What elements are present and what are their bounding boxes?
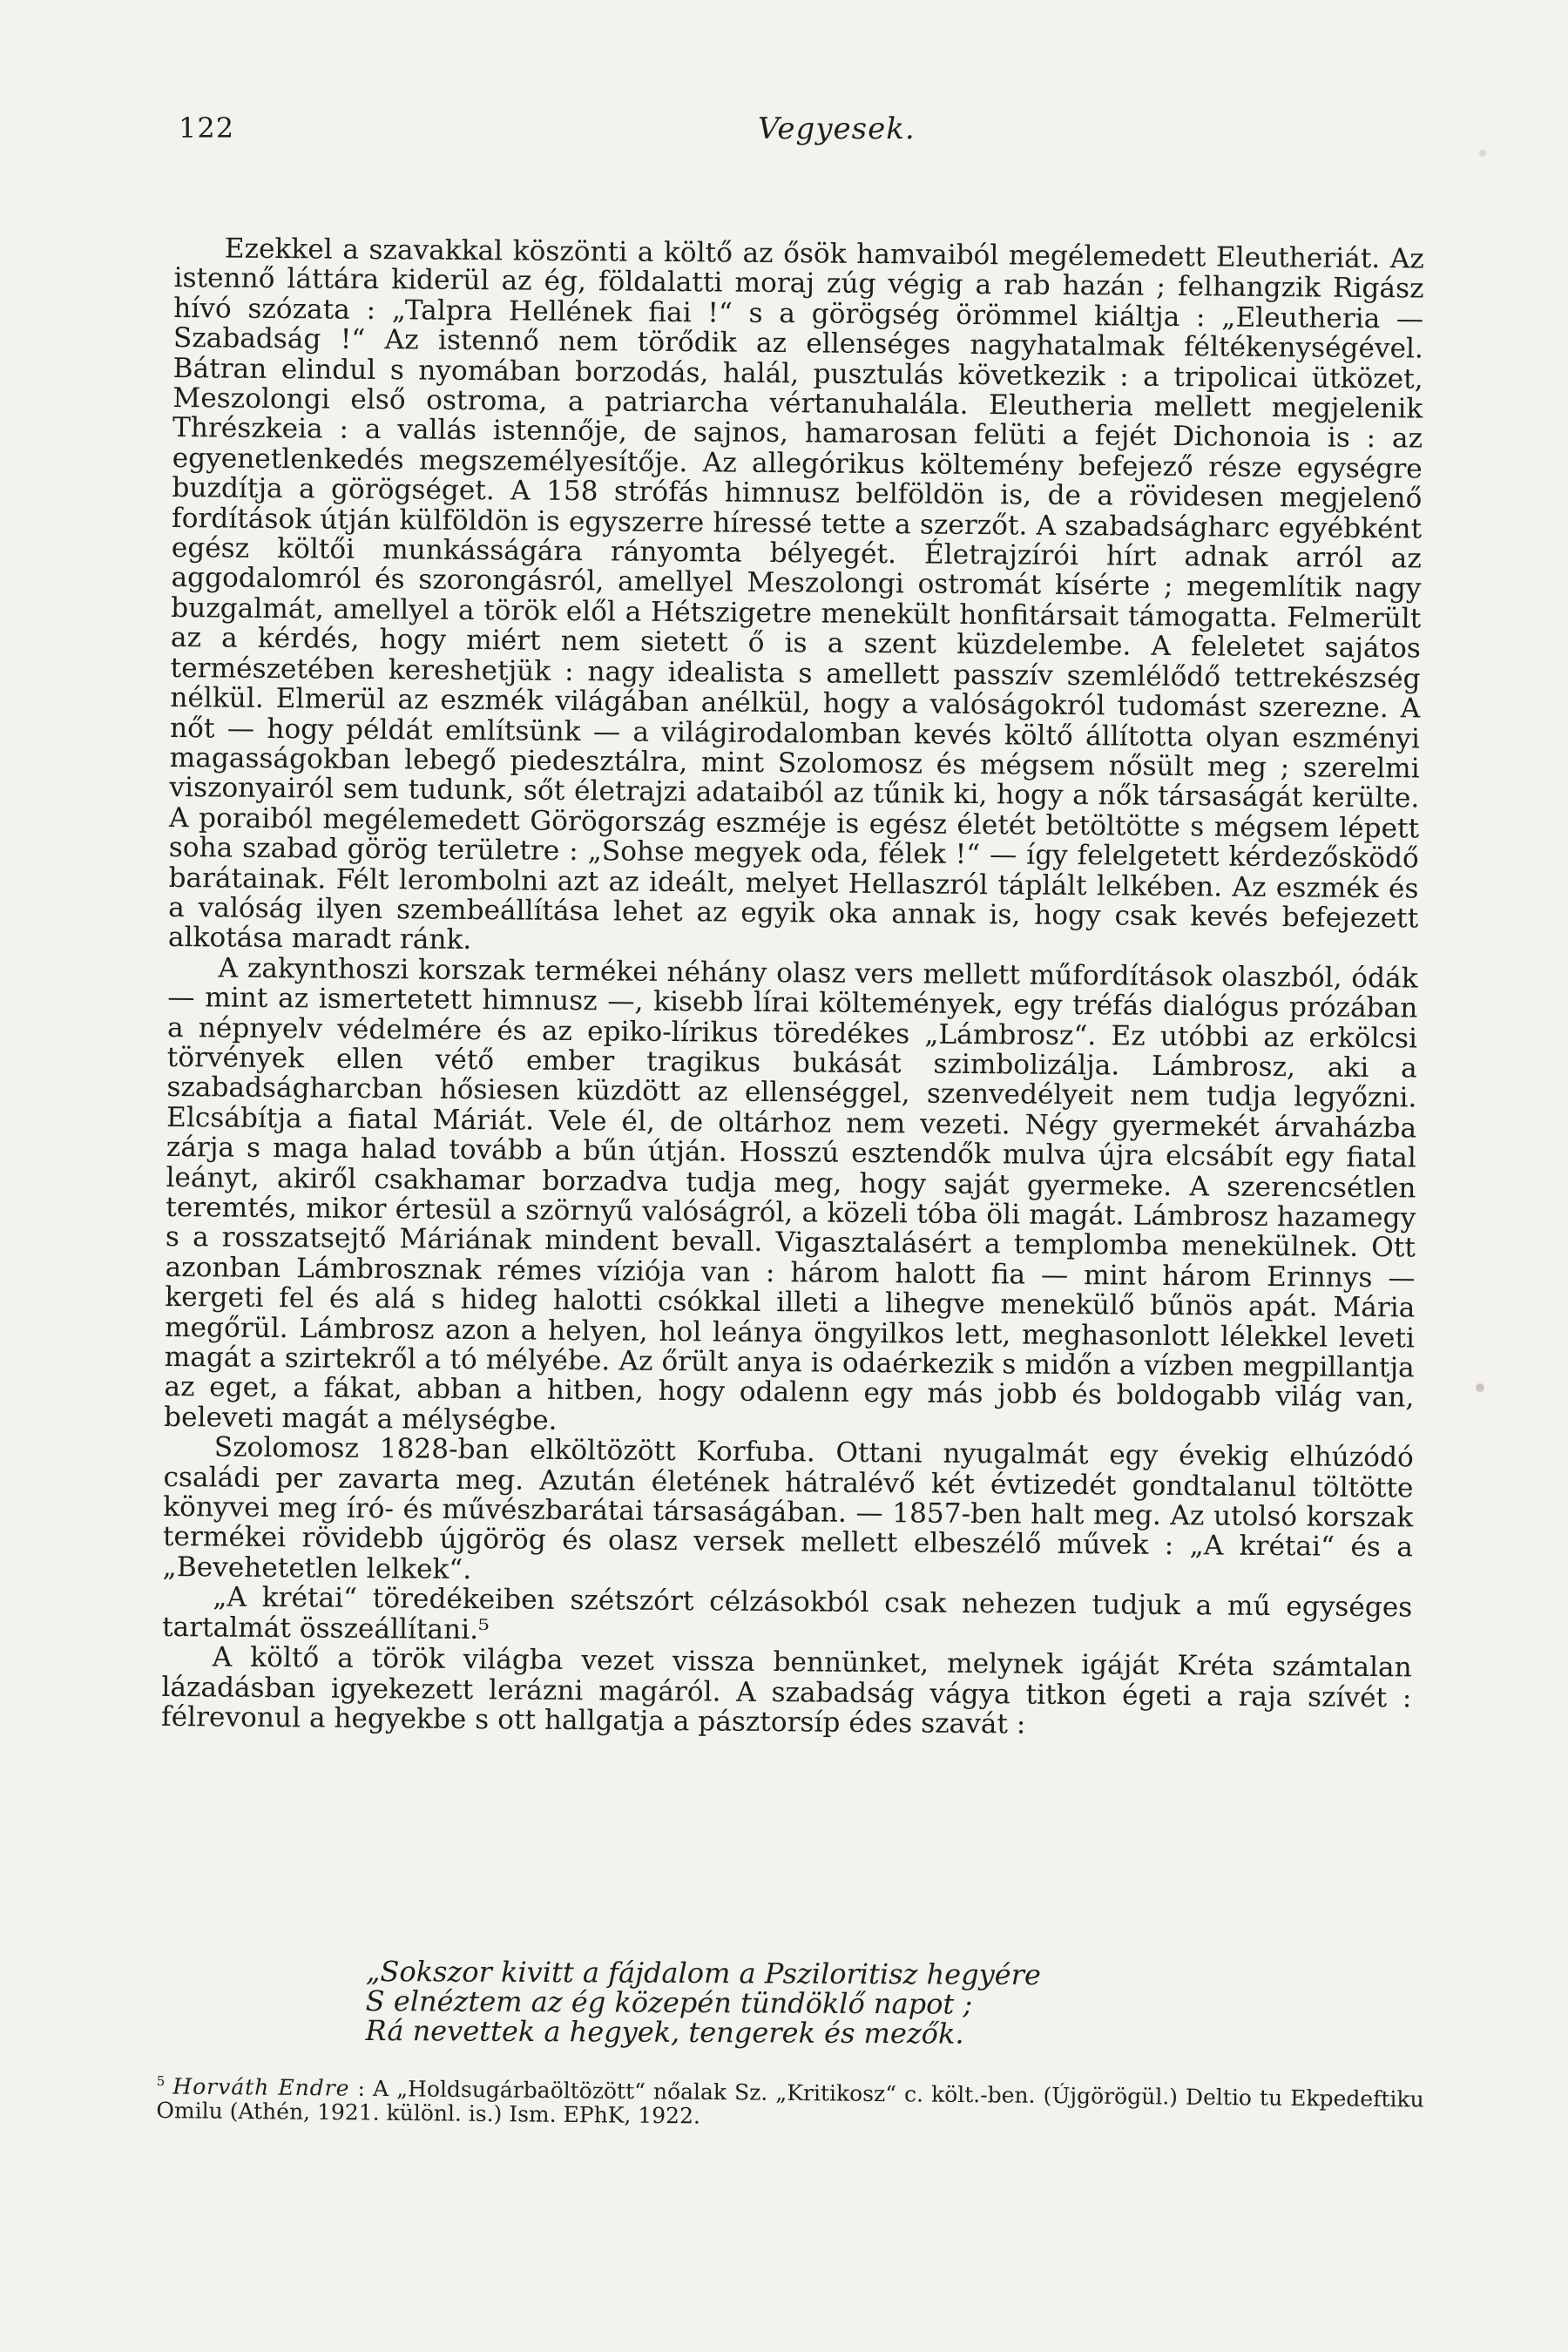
footnote: [156, 2069, 1424, 2137]
paragraph: „A krétai“ töredékeiben szétszórt célzásokból csak nehezen tudjuk a mű egységes tartalmát összeállítani.⁵: [161, 1581, 1413, 1646]
paper-speck: [1479, 150, 1486, 157]
paragraph: A költő a török világba vezet vissza bennünket, melynek igáját Kréta számtalan lázadásban igyekezett lerázni magáról. A szabadság vágya titkon égeti a raja szívét : félrevonul a hegyekbe s ott hallgatja a pásztorsíp édes szavát :: [160, 1641, 1412, 1740]
poem-quote: [365, 1957, 1411, 2051]
footnote-mark: 5: [156, 2072, 166, 2090]
poem-line: „Sokszor kivitt a fájdalom a Psziloritisz hegyére: [365, 1955, 1041, 1992]
page-header: [179, 112, 1429, 155]
footnote-text: : A „Holdsugárbaöltözött“ nőalak Sz. „Kritikosz“ c. költ.-ben. (Újgörögül.) Deltio tu Ekpedeftiku Omilu (Athén, 1921. különl. is.) Ism. EPhK, 1922.: [156, 2075, 1424, 2129]
poem-line: S elnéztem az ég közepén tündöklő napot ;: [365, 1984, 973, 2021]
paragraph: Ezekkel a szavakkal köszönti a költő az ősök hamvaiból megélemedett Eleutheriát. Az istennő láttára kiderül az ég, földalatti moraj zúg végig a rab hazán ; felhangzik Rigász hívó szózata : „Talpra Hellének fiai !“ s a görögség örömmel kiáltja : „Eleutheria — Szabadság !“ Az istennő nem törődik az ellenséges nagyhatalmak féltékenységével. Bátran elindul s nyomában borzodás, halál, pusztulás következik : a tripolicai ütközet, Meszolongi első ostroma, a patriarcha vértanuhalála. Eleutheria mellett megjelenik Thrészkeia : a vallás istennője, de sajnos, hamarosan felüti a fejét Dichonoia is : az egyenetlenkedés megszemélyesítője. Az allegórikus költemény befejező része egységre buzdítja a görögséget. A 158 strófás himnusz belföldön is, de a rövidesen megjelenő fordítások útján külföldön is egyszerre híressé tette a szerzőt. A szabadságharc egyébként egész költői munkásságára rányomta bélyegét. Életrajzírói hírt adnak arról az aggodalomról és szorongásról, amellyel Meszolongi ostromát kísérte ; megemlítik nagy buzgalmát, amellyel a török elől a Hétszigetre menekült honfitársait támogatta. Felmerült az a kérdés, hogy miért nem sietett ő is a szent küzdelembe. A feleletet sajátos természetében kereshetjük : nagy idealista s amellett passzív szemlélődő tettrekészség nélkül. Elmerül az eszmék világában anélkül, hogy a valóságokról tudomást szerezne. A nőt — hogy példát említsünk — a világirodalomban kevés költő állította olyan eszményi magasságokban lebegő piedesztálra, mint Szolomosz és mégsem nősült meg ; szerelmi viszonyairól sem tudunk, sőt életrajzi adataiból az tűnik ki, hogy a nők társaságát kerülte. A poraiból megélemedett Görögország eszméje is egész életét betöltötte s mégsem lépett soha szabad görög területre : „Sohse megyek oda, félek !“ — így felelgetett kérdezősködő barátainak. Félt lerombolni azt az ideált, melyet Hellaszról táplált lelkében. Az eszmék és a valóság ilyen szembeállítása lehet az egyik oka annak is, hogy csak kevés befejezett alkotása maradt ránk.: [167, 233, 1424, 956]
running-head: Vegyesek.: [758, 112, 916, 146]
paper-speck: [1476, 1383, 1484, 1392]
poem-line: Rá nevettek a hegyek, tengerek és mezők.: [365, 2013, 964, 2051]
body-text: [161, 233, 1424, 1743]
paragraph: Szolomosz 1828-ban elköltözött Korfuba. Ottani nyugalmát egy évekig elhúzódó családi per zavarta meg. Azután életének hátralévő két évtizedét gondtalanul töltötte könyvei meg író- és művészbarátai társaságában. — 1857-ben halt meg. Az utolsó korszak termékei rövidebb újgörög és olasz versek mellett elbeszélő művek : „A krétai“ és a „Bevehetetlen lelkek“.: [162, 1431, 1414, 1585]
paragraph: A zakynthoszi korszak termékei néhány olasz vers mellett műfordítások olaszból, ódák — mint az ismertetett himnusz —, kisebb lírai költemények, egy tréfás dialógus prózában a népnyelv védelmére és az epiko-lírikus töredékes „Lámbrosz“. Ez utóbbi az erkölcsi törvények ellen vétő ember tragikus bukását szimbolizálja. Lámbrosz, aki a szabadságharcban hősiesen küzdött az ellenséggel, szenvedélyeit nem tudja legyőzni. Elcsábítja a fiatal Máriát. Vele él, de oltárhoz nem vezeti. Négy gyermekét árvaházba zárja s maga halad tovább a bűn útján. Hosszú esztendők mulva újra elcsábít egy fiatal leányt, akiről csakhamar borzadva tudja meg, hogy saját gyermeke. A szerencsétlen teremtés, mikor értesül a szörnyű valóságról, a közeli tóba öli magát. Lámbrosz hazamegy s a rosszatsejtő Máriának mindent bevall. Vigasztalásért a templomba menekülnek. Ott azonban Lámbrosznak rémes víziója van : három halott fia — mint három Erinnys — kergeti fel és alá s hideg halotti csókkal illeti a lihegve menekülő bűnös apát. Mária megőrül. Lámbrosz azon a helyen, hol leánya öngyilkos lett, meghasonlott lélekkel leveti magát a szirtekről a tó mélyébe. Az őrült anya is odaérkezik s midőn a vízben megpillantja az eget, a fákat, abban a hitben, hogy odalenn egy más jobb és boldogabb világ van, beleveti magát a mélységbe.: [163, 952, 1418, 1436]
footnote-author: Horváth Endre: [172, 2073, 350, 2101]
page-number: 122: [179, 112, 235, 145]
